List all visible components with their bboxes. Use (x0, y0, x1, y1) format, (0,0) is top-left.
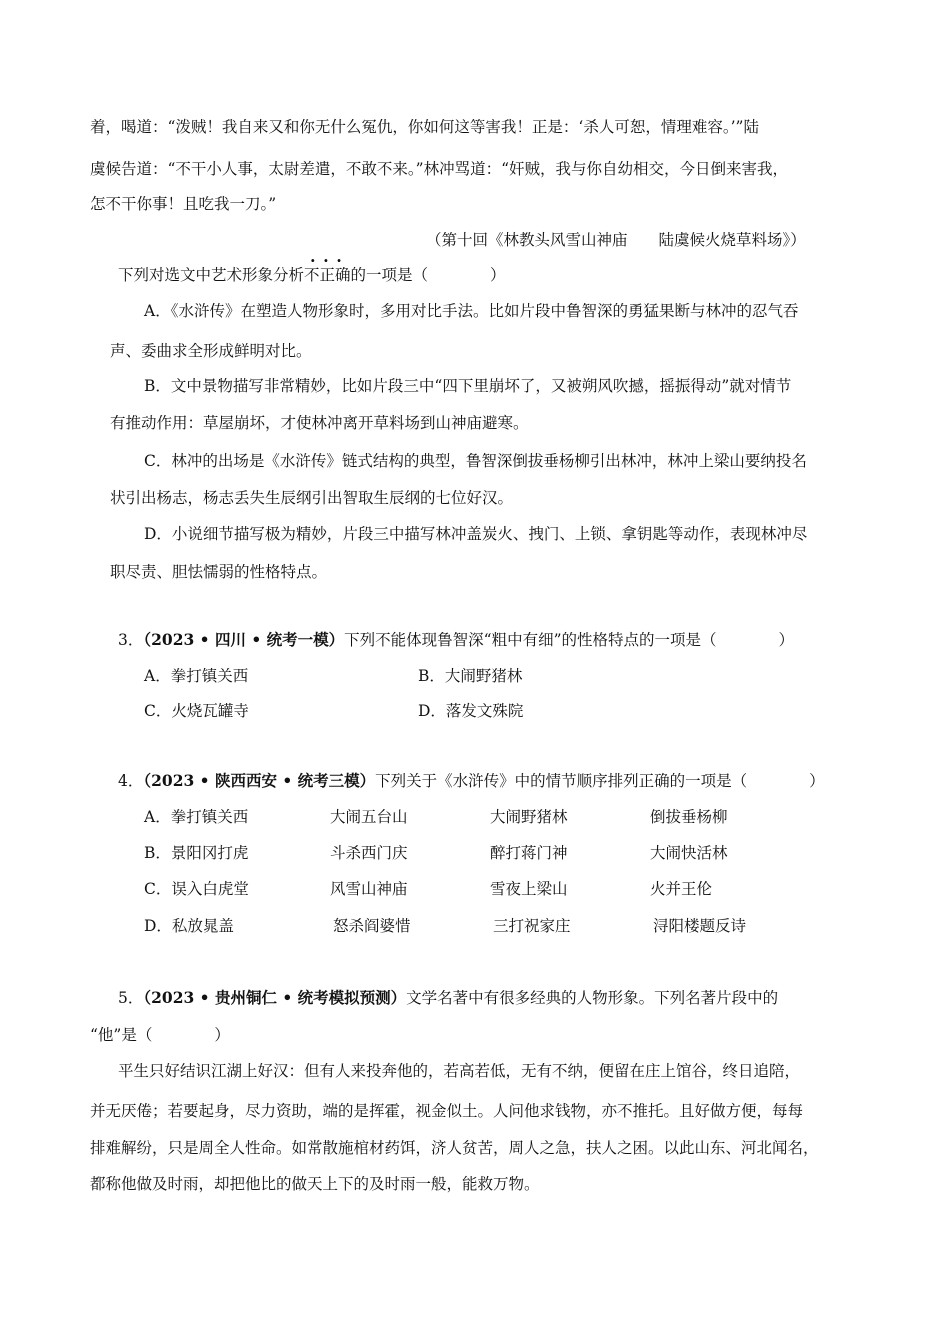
passage-line-2: 虞候告道：“不干小人事，太尉差遣，不敢不来。”林冲骂道：“奸贼，我与你自幼相交，今日倒来害我， (90, 160, 789, 178)
q2-option-c-line-2: 状引出杨志，杨志丢失生辰纲引出智取生辰纲的七位好汉。 (110, 489, 514, 507)
q5-stem-line-1 (118, 987, 778, 1009)
q5-passage-line-3: 排难解纷，只是周全人性命。如常散施棺材药饵，济人贫苦，周人之急，扶人之困。以此山东、河北闻名， (90, 1139, 819, 1157)
q5-passage-line-2: 并无厌倦；若要起身，尽力资助，端的是挥霍，视金似土。人问他求钱物，亦不推托。且好做方便，每每 (90, 1102, 804, 1120)
q2-stem (118, 264, 506, 286)
q4-b-item-1: B．景阳冈打虎 (144, 844, 249, 862)
q4-d-item-1: D．私放晁盖 (144, 917, 234, 935)
q4-d-item-4: 浔阳楼题反诗 (653, 917, 747, 935)
q4-question: 下列关于《水浒传》中的情节顺序排列正确的一项是（ ） (375, 772, 825, 790)
q5-source: （2023 • 贵州铜仁 • 统考模拟预测） (143, 988, 407, 1007)
q3-source: （2023 • 四川 • 统考一模） (143, 630, 345, 649)
q2-option-a-line-1: A．《水浒传》在塑造人物形象时，多用对比手法。比如片段中鲁智深的勇猛果断与林冲的忍气吞 (144, 302, 799, 320)
q3-option-b: B．大闹野猪林 (418, 667, 523, 685)
q5-question: 文学名著中有很多经典的人物形象。下列名著片段中的 (406, 989, 779, 1007)
q4-c-item-2: 风雪山神庙 (330, 880, 408, 898)
q3-option-d: D．落发文殊院 (418, 702, 524, 720)
q4-b-item-3: 醉打蒋门神 (490, 844, 568, 862)
q5-stem-line-2: “他”是（ ） (90, 1026, 230, 1044)
q2-option-c-line-1: C．林冲的出场是《水浒传》链式结构的典型，鲁智深倒拔垂杨柳引出林冲，林冲上梁山要纳投名 (144, 452, 807, 470)
q2-option-d-line-1: D．小说细节描写极为精妙，片段三中描写林冲盖炭火、拽门、上锁、拿钥匙等动作，表现林冲尽 (144, 525, 808, 543)
q4-c-item-3: 雪夜上梁山 (490, 880, 568, 898)
q4-b-item-4: 大闹快活林 (650, 844, 728, 862)
q3-number: 3． (118, 631, 144, 649)
q4-stem (118, 770, 825, 792)
q4-number: 4． (118, 772, 144, 790)
q2-stem-emphasis: · · · 不正确 (304, 264, 351, 286)
q4-d-item-2: 怒杀阎婆惜 (333, 917, 411, 935)
q4-a-item-4: 倒拔垂杨柳 (650, 808, 728, 826)
q2-option-b-line-1: B．文中景物描写非常精妙，比如片段三中“四下里崩坏了，又被朔风吹撼，摇振得动”就对情节 (144, 377, 792, 395)
q5-number: 5． (118, 989, 144, 1007)
q2-option-d-line-2: 职尽责、胆怯懦弱的性格特点。 (110, 563, 328, 581)
q3-question: 下列不能体现鲁智深“粗中有细”的性格特点的一项是（ ） (344, 631, 795, 649)
q4-c-item-4: 火并王伦 (650, 880, 713, 898)
q2-stem-pre: 下列对选文中艺术形象分析 (118, 266, 305, 284)
passage-line-3: 怎不干你事！且吃我一刀。” (90, 195, 277, 213)
q5-passage-line-4: 都称他做及时雨，却把他比的做天上下的及时雨一般，能救万物。 (90, 1175, 540, 1193)
passage-line-1: 着，喝道：“泼贼！我自来又和你无什么冤仇，你如何这等害我！正是：‘杀人可恕，情理难容。’”陆 (90, 118, 759, 136)
q4-b-item-2: 斗杀西门庆 (330, 844, 408, 862)
q4-source: （2023 • 陕西西安 • 统考三模） (143, 771, 376, 790)
q4-a-item-1: A．拳打镇关西 (144, 808, 249, 826)
passage-source: （第十回《林教头风雪山神庙 陆虞候火烧草料场》） (426, 231, 806, 249)
q4-d-item-3: 三打祝家庄 (493, 917, 571, 935)
q3-option-a: A．拳打镇关西 (144, 667, 249, 685)
q3-stem (118, 629, 794, 651)
q4-a-item-3: 大闹野猪林 (490, 808, 568, 826)
q4-c-item-1: C．误入白虎堂 (144, 880, 249, 898)
q2-option-a-line-2: 声、委曲求全形成鲜明对比。 (110, 342, 312, 360)
q5-passage-line-1: 平生只好结识江湖上好汉：但有人来投奔他的，若高若低，无有不纳，便留在庄上馆谷，终日追陪， (118, 1062, 801, 1080)
q3-option-c: C．火烧瓦罐寺 (144, 702, 249, 720)
q4-a-item-2: 大闹五台山 (330, 808, 408, 826)
q2-option-b-line-2: 有推动作用：草屋崩坏，才使林冲离开草料场到山神庙避寒。 (110, 414, 529, 432)
q2-stem-post: 的一项是（ ） (350, 266, 506, 284)
